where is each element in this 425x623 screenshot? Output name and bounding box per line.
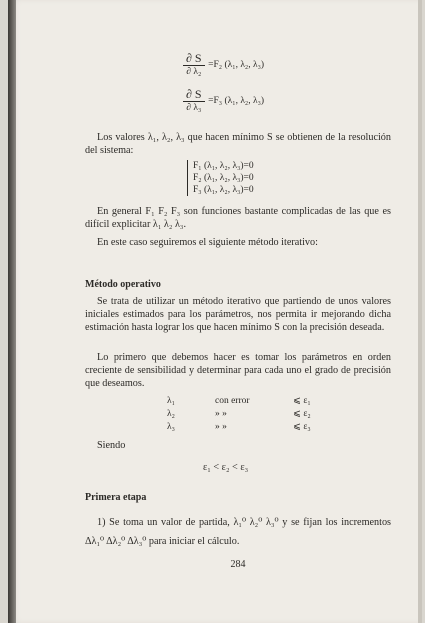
error-label: » » xyxy=(215,422,227,432)
equation-numerator: ∂ S xyxy=(183,52,205,66)
error-bound: ⩽ ε₃ xyxy=(293,422,311,432)
param-symbol: λ₂ xyxy=(167,409,175,419)
siendo-label: Siendo xyxy=(97,440,126,451)
equation-rhs: =F₃ (λ₁, λ₂, λ₃) xyxy=(208,95,265,106)
heading-primera-etapa: Primera etapa xyxy=(85,492,147,503)
paragraph-en-este-caso: En este caso seguiremos el siguiente método iterativo: xyxy=(97,237,318,248)
equation-partial-lambda3 xyxy=(183,88,264,114)
error-label: con error xyxy=(215,396,250,406)
equation-rhs: =F₂ (λ₁, λ₂, λ₃) xyxy=(208,59,265,70)
system-row: F₃ (λ₁, λ₂, λ₃)=0 xyxy=(193,185,254,195)
equation-system xyxy=(187,160,254,196)
error-row xyxy=(167,395,333,408)
error-row xyxy=(167,408,333,421)
system-row: F₁ (λ₁, λ₂, λ₃)=0 xyxy=(193,161,254,171)
error-table xyxy=(167,395,333,434)
param-symbol: λ₁ xyxy=(167,396,175,406)
system-row: F₂ (λ₁, λ₂, λ₃)=0 xyxy=(193,173,254,183)
paragraph-en-general: En general F₁ F₂ F₃ son funciones bastante complicadas de las que es difícil explicitar λ₁ λ₂ λ₃. xyxy=(85,206,391,230)
equation-denominator: ∂ λ₂ xyxy=(186,67,202,77)
heading-metodo-operativo: Método operativo xyxy=(85,279,161,290)
paragraph-lo-primero: Lo primero que debemos hacer es tomar los parámetros en orden creciente de sensibilidad y determinar para cada uno el grado de precisión que deseamos. xyxy=(85,352,391,389)
error-bound: ⩽ ε₁ xyxy=(293,396,311,406)
equation-partial-lambda2 xyxy=(183,52,264,78)
paragraph-se-trata: Se trata de utilizar un método iterativo que partiendo de unos valores iniciales estimados para los parámetros, nos permita ir mejorando dicha estimación hasta lograr los que hacen mínimo S con la precisión deseada. xyxy=(85,296,391,333)
equation-denominator: ∂ λ₃ xyxy=(186,103,202,113)
page-edge xyxy=(418,0,422,623)
page xyxy=(8,0,422,623)
page-number: 284 xyxy=(230,559,246,570)
param-symbol: λ₃ xyxy=(167,422,175,432)
error-row xyxy=(167,421,333,434)
equation-numerator: ∂ S xyxy=(183,88,205,102)
paragraph-step-1: 1) Se toma un valor de partida, λ₁⁰ λ₂⁰ λ₃⁰ y se fijan los incrementos Δλ₁⁰ Δλ₂⁰ Δλ₃⁰ para iniciar el cálculo. xyxy=(85,517,391,547)
epsilon-inequality: ε₁ < ε₂ < ε₃ xyxy=(203,462,249,473)
error-bound: ⩽ ε₂ xyxy=(293,409,311,419)
error-label: » » xyxy=(215,409,227,419)
book-spine-shadow xyxy=(8,0,16,623)
paragraph-valores: Los valores λ₁, λ₂, λ₃ que hacen mínimo S se obtienen de la resolución del sistema: xyxy=(85,132,391,156)
